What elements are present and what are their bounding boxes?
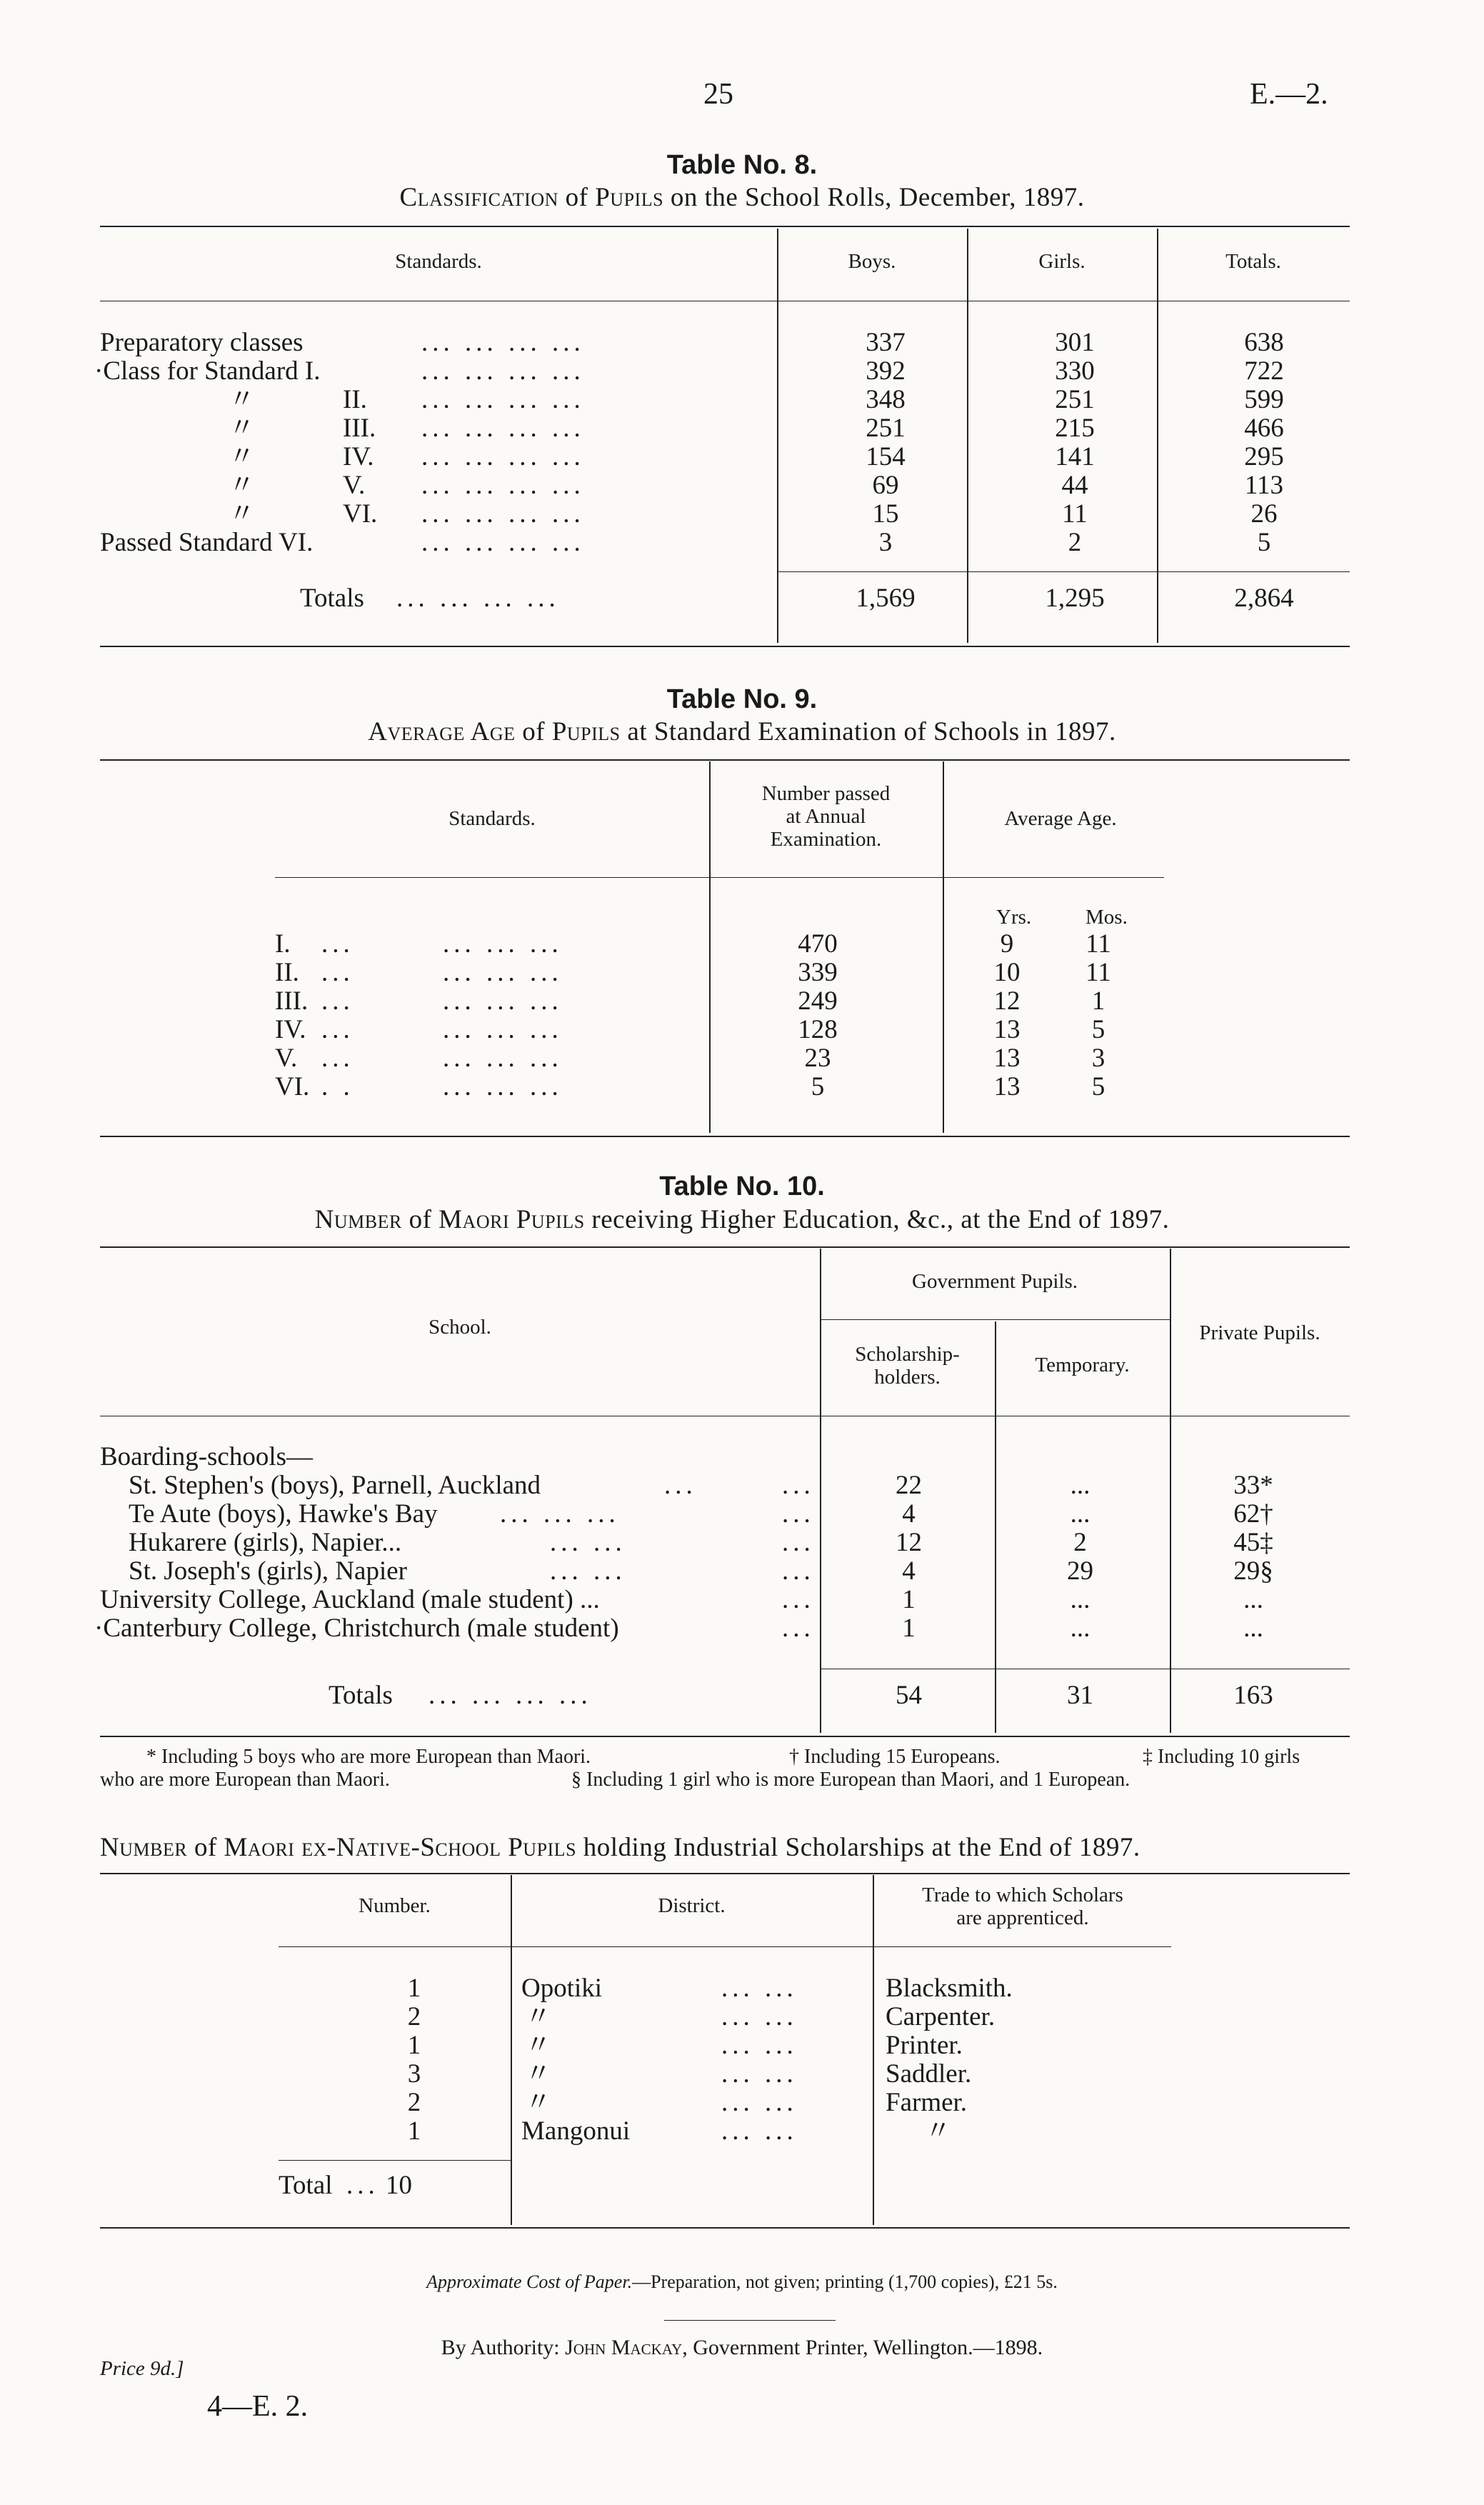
table10-body xyxy=(94,1442,1350,1643)
table8-header-boys: Boys. xyxy=(848,250,896,273)
authority-line: By Authority: John Mackay, Government Printer, Wellington.—1898. xyxy=(441,2336,1043,2359)
table10-subtitle: Number of Maori Pupils receiving Higher Education, &c., at the End of 1897. xyxy=(314,1205,1170,1234)
table-row: ·Canterbury College, Christchurch (male student) ... 1 ... ... xyxy=(100,1614,1350,1643)
table10-header-government: Government Pupils. xyxy=(912,1270,1078,1293)
table8-header-standards: Standards. xyxy=(395,250,482,273)
girls-value: 2 xyxy=(1068,528,1082,557)
table8-top-rule xyxy=(100,226,1350,227)
table10-gov-rule xyxy=(820,1319,1170,1320)
table8-header-girls: Girls. xyxy=(1038,250,1086,273)
trade-value: Blacksmith. xyxy=(886,1974,1013,2003)
table10-header-scholarship: Scholarship- holders. xyxy=(855,1343,960,1389)
row-label: III. xyxy=(343,414,376,443)
number-value: 2 xyxy=(407,2002,421,2031)
sheet-signature: 4—E. 2. xyxy=(207,2390,309,2423)
number-value: 1 xyxy=(407,1974,421,2003)
months-value: 11 xyxy=(1086,929,1111,959)
table-row: VI. . . ... ... ... 5 13 5 xyxy=(275,1073,1203,1101)
total-value: 10 xyxy=(386,2171,412,2200)
table11-total-row: Total ... 10 xyxy=(279,2171,412,2200)
row-label: VI. xyxy=(275,1072,310,1101)
table9-header-age: Average Age. xyxy=(1004,807,1117,830)
temporary-total: 31 xyxy=(1067,1681,1093,1710)
district-value: Mangonui xyxy=(521,2116,631,2146)
passed-value: 5 xyxy=(811,1072,825,1101)
table8-totals-rule xyxy=(778,571,1350,572)
table-row: University College, Auckland (male student) ... ... 1 ... ... xyxy=(100,1586,1350,1614)
table9-body xyxy=(275,930,1203,1101)
table10-header-private: Private Pupils. xyxy=(1199,1321,1320,1344)
ditto-mark: 〃 xyxy=(925,2116,951,2146)
years-value: 10 xyxy=(993,958,1021,987)
totals-value: 466 xyxy=(1244,414,1284,443)
row-label: University College, Auckland (male student) ... xyxy=(100,1585,600,1614)
grand-total: 2,864 xyxy=(1234,584,1294,613)
passed-value: 249 xyxy=(798,986,838,1016)
table11-header-number: Number. xyxy=(359,1894,431,1917)
totals-value: 295 xyxy=(1244,442,1284,471)
footnote-2: † Including 15 Europeans. xyxy=(789,1746,1001,1768)
years-value: 12 xyxy=(993,986,1021,1016)
number-value: 1 xyxy=(407,2116,421,2146)
private-value: 29§ xyxy=(1233,1556,1273,1586)
table-row: V. ... ... ... ... 23 13 3 xyxy=(275,1044,1203,1073)
boys-value: 337 xyxy=(866,328,906,357)
table-row: 2 〃 ... ... Farmer. xyxy=(279,2089,1207,2117)
table11-top-rule xyxy=(100,1873,1350,1874)
months-value: 3 xyxy=(1091,1044,1106,1073)
table11-body xyxy=(279,1974,1207,2146)
row-label: II. xyxy=(343,385,367,414)
totals-value: 722 xyxy=(1244,356,1284,386)
private-total: 163 xyxy=(1233,1681,1273,1710)
table9-header-passed: Number passed at Annual Examination. xyxy=(761,782,891,851)
table11-header-trade: Trade to which Scholars are apprenticed. xyxy=(922,1884,1123,1929)
temporary-value: 29 xyxy=(1067,1556,1093,1586)
table9-top-rule xyxy=(100,759,1350,761)
passed-value: 339 xyxy=(798,958,838,987)
ditto-mark: 〃 xyxy=(229,499,255,529)
table10-top-rule xyxy=(100,1246,1350,1248)
table8-title: Table No. 8. xyxy=(666,150,818,180)
table8-bottom-rule xyxy=(100,646,1350,647)
row-label: III. xyxy=(275,986,309,1016)
boys-total: 1,569 xyxy=(856,584,916,613)
years-value: 13 xyxy=(993,1072,1021,1101)
footnote-3-continued: who are more European than Maori. xyxy=(100,1769,390,1791)
years-value: 13 xyxy=(993,1044,1021,1073)
boys-value: 3 xyxy=(878,528,893,557)
girls-value: 215 xyxy=(1055,414,1095,443)
table9-header-standards: Standards. xyxy=(448,807,536,830)
number-value: 2 xyxy=(407,2088,421,2117)
table8-totals-row: Totals ... ... ... ... 1,569 1,295 2,864 xyxy=(100,584,1350,613)
row-label: IV. xyxy=(275,1015,306,1044)
table11-header-district: District. xyxy=(658,1894,726,1917)
table-row: IV. ... ... ... ... 128 13 5 xyxy=(275,1016,1203,1044)
table-row: St. Joseph's (girls), Napier ... ... ... 4 29 29§ xyxy=(100,1557,1350,1586)
girls-total: 1,295 xyxy=(1045,584,1105,613)
table11-total-rule xyxy=(279,2160,511,2161)
years-value: 13 xyxy=(993,1015,1021,1044)
table10-title: Table No. 10. xyxy=(659,1171,825,1201)
table-row: 1 Opotiki ... ... Blacksmith. xyxy=(279,1974,1207,2003)
table-row: 1 〃 ... ... Printer. xyxy=(279,2031,1207,2060)
table8-subtitle: Classification of Pupils on the School Rolls, December, 1897. xyxy=(399,183,1085,212)
row-label: VI. xyxy=(343,499,378,529)
group-label: Boarding-schools— xyxy=(100,1442,314,1471)
trade-value: Carpenter. xyxy=(886,2002,996,2031)
totals-value: 113 xyxy=(1244,471,1284,500)
trade-value: Saddler. xyxy=(886,2059,972,2089)
table-row: III. ... ... ... ... 249 12 1 xyxy=(275,987,1203,1016)
girls-value: 141 xyxy=(1055,442,1095,471)
row-label: Hukarere (girls), Napier... xyxy=(129,1528,402,1557)
girls-value: 251 xyxy=(1055,385,1095,414)
row-label: ·Canterbury College, Christchurch (male student) xyxy=(94,1614,619,1643)
table-row: 2 〃 ... ... Carpenter. xyxy=(279,2003,1207,2031)
scholarship-value: 1 xyxy=(902,1614,916,1643)
private-value: 62† xyxy=(1233,1499,1273,1529)
table10-bottom-rule xyxy=(100,1736,1350,1737)
private-value: 33* xyxy=(1233,1471,1273,1500)
totals-value: 26 xyxy=(1250,499,1278,529)
table-row: 〃 II. ... ... ... ... 348 251 599 xyxy=(100,386,1350,414)
months-value: 5 xyxy=(1091,1015,1106,1044)
table11-bottom-rule xyxy=(100,2227,1350,2229)
trade-value: Printer. xyxy=(886,2031,963,2060)
table-row: 〃 VI. ... ... ... ... 15 11 26 xyxy=(100,500,1350,529)
months-value: 11 xyxy=(1086,958,1111,987)
passed-value: 23 xyxy=(804,1044,831,1073)
table10-header-temporary: Temporary. xyxy=(1035,1354,1130,1376)
scholarship-value: 1 xyxy=(902,1585,916,1614)
boys-value: 251 xyxy=(866,414,906,443)
row-label: Te Aute (boys), Hawke's Bay xyxy=(129,1499,438,1529)
footnote-1: * Including 5 boys who are more European than Maori. xyxy=(146,1746,591,1768)
scholarship-value: 12 xyxy=(896,1528,922,1557)
table-row: Hukarere (girls), Napier... ... ... ... 12 2 45‡ xyxy=(100,1529,1350,1557)
table8-header-totals: Totals. xyxy=(1225,250,1281,273)
passed-value: 470 xyxy=(798,929,838,959)
row-label: II. xyxy=(275,958,299,987)
ditto-mark: 〃 xyxy=(525,2088,551,2117)
temporary-value: ... xyxy=(1070,1614,1091,1643)
table9-header-rule xyxy=(275,877,1164,878)
total-label: Total xyxy=(279,2171,333,2200)
ditto-mark: 〃 xyxy=(229,385,255,414)
cost-of-paper: Approximate Cost of Paper.—Preparation, not given; printing (1,700 copies), £21 5s. xyxy=(426,2271,1058,2292)
totals-value: 638 xyxy=(1244,328,1284,357)
page-number: 25 xyxy=(703,78,733,111)
scholarship-total: 54 xyxy=(896,1681,922,1710)
girls-value: 330 xyxy=(1055,356,1095,386)
years-value: 9 xyxy=(1000,929,1014,959)
row-label: St. Joseph's (girls), Napier xyxy=(129,1556,407,1586)
table9-bottom-rule xyxy=(100,1136,1350,1137)
months-value: 5 xyxy=(1091,1072,1106,1101)
table11-title: Number of Maori ex-Native-School Pupils holding Industrial Scholarships at the End of 1897. xyxy=(100,1833,1140,1862)
row-label: IV. xyxy=(343,442,374,471)
table8-body xyxy=(94,328,1350,557)
table-row: Preparatory classes ... ... ... ... 337 301 638 xyxy=(100,329,1350,357)
row-label: Preparatory classes xyxy=(100,328,304,357)
girls-value: 11 xyxy=(1062,499,1088,529)
footer-rule xyxy=(664,2320,836,2321)
ditto-mark: 〃 xyxy=(229,442,255,471)
table9-title: Table No. 9. xyxy=(666,684,818,714)
boys-value: 154 xyxy=(866,442,906,471)
row-label: ·Class for Standard I. xyxy=(94,356,321,386)
footnote-3: ‡ Including 10 girls xyxy=(1143,1746,1300,1768)
totals-value: 5 xyxy=(1257,528,1271,557)
row-label: I. xyxy=(275,929,291,959)
table10-header-school: School. xyxy=(428,1316,491,1339)
row-label: V. xyxy=(343,471,366,500)
row-label: Passed Standard VI. xyxy=(100,528,314,557)
private-value: ... xyxy=(1243,1585,1263,1614)
months-value: 1 xyxy=(1091,986,1106,1016)
ditto-mark: 〃 xyxy=(525,2059,551,2089)
ditto-mark: 〃 xyxy=(229,414,255,443)
price: Price 9d.] xyxy=(100,2357,184,2380)
table9-header-yrs: Yrs. xyxy=(996,906,1032,929)
table-row: II. ... ... ... ... 339 10 11 xyxy=(275,959,1203,987)
table-row: 1 Mangonui ... ... 〃 xyxy=(279,2117,1207,2146)
ditto-mark: 〃 xyxy=(229,471,255,500)
scholarship-value: 22 xyxy=(896,1471,922,1500)
totals-label: Totals xyxy=(300,584,364,613)
private-value: ... xyxy=(1243,1614,1263,1643)
private-value: 45‡ xyxy=(1233,1528,1273,1557)
girls-value: 301 xyxy=(1055,328,1095,357)
passed-value: 128 xyxy=(798,1015,838,1044)
boys-value: 15 xyxy=(872,499,899,529)
scholarship-value: 4 xyxy=(902,1556,916,1586)
table10-totals-row: Totals ... ... ... ... 54 31 163 xyxy=(100,1681,1350,1710)
number-value: 1 xyxy=(407,2031,421,2060)
trade-value: Farmer. xyxy=(886,2088,968,2117)
document-reference: E.—2. xyxy=(1250,78,1328,111)
temporary-value: 2 xyxy=(1073,1528,1087,1557)
group-label-row xyxy=(100,1443,1350,1471)
temporary-value: ... xyxy=(1070,1471,1091,1500)
table-row: Passed Standard VI. ... ... ... ... 3 2 5 xyxy=(100,529,1350,557)
table11-header-rule xyxy=(279,1946,1171,1947)
table-row: I. ... ... ... ... 470 9 11 xyxy=(275,930,1203,959)
scholarship-value: 4 xyxy=(902,1499,916,1529)
ditto-mark: 〃 xyxy=(525,2002,551,2031)
boys-value: 69 xyxy=(872,471,899,500)
temporary-value: ... xyxy=(1070,1585,1091,1614)
table-row: 〃 III. ... ... ... ... 251 215 466 xyxy=(100,414,1350,443)
girls-value: 44 xyxy=(1061,471,1088,500)
ditto-mark: 〃 xyxy=(525,2031,551,2060)
totals-label: Totals xyxy=(329,1681,393,1710)
table9-header-mos: Mos. xyxy=(1086,906,1128,929)
number-value: 3 xyxy=(407,2059,421,2089)
table-row: Te Aute (boys), Hawke's Bay ... ... ... ... 4 ... 62† xyxy=(100,1500,1350,1529)
boys-value: 392 xyxy=(866,356,906,386)
table-row: 〃 IV. ... ... ... ... 154 141 295 xyxy=(100,443,1350,471)
row-label: V. xyxy=(275,1044,298,1073)
boys-value: 348 xyxy=(866,385,906,414)
footnote-4: § Including 1 girl who is more European than Maori, and 1 European. xyxy=(571,1769,1130,1791)
table-row: ·Class for Standard I. ... ... ... ... 392 330 722 xyxy=(100,357,1350,386)
table-row: 〃 V. ... ... ... ... 69 44 113 xyxy=(100,471,1350,500)
temporary-value: ... xyxy=(1070,1499,1091,1529)
table9-subtitle: Average Age of Pupils at Standard Examination of Schools in 1897. xyxy=(368,717,1116,746)
table-row: St. Stephen's (boys), Parnell, Auckland ... ... 22 ... 33* xyxy=(100,1471,1350,1500)
table-row: 3 〃 ... ... Saddler. xyxy=(279,2060,1207,2089)
row-label: St. Stephen's (boys), Parnell, Auckland xyxy=(129,1471,541,1500)
district-value: Opotiki xyxy=(521,1974,603,2003)
totals-value: 599 xyxy=(1244,385,1284,414)
